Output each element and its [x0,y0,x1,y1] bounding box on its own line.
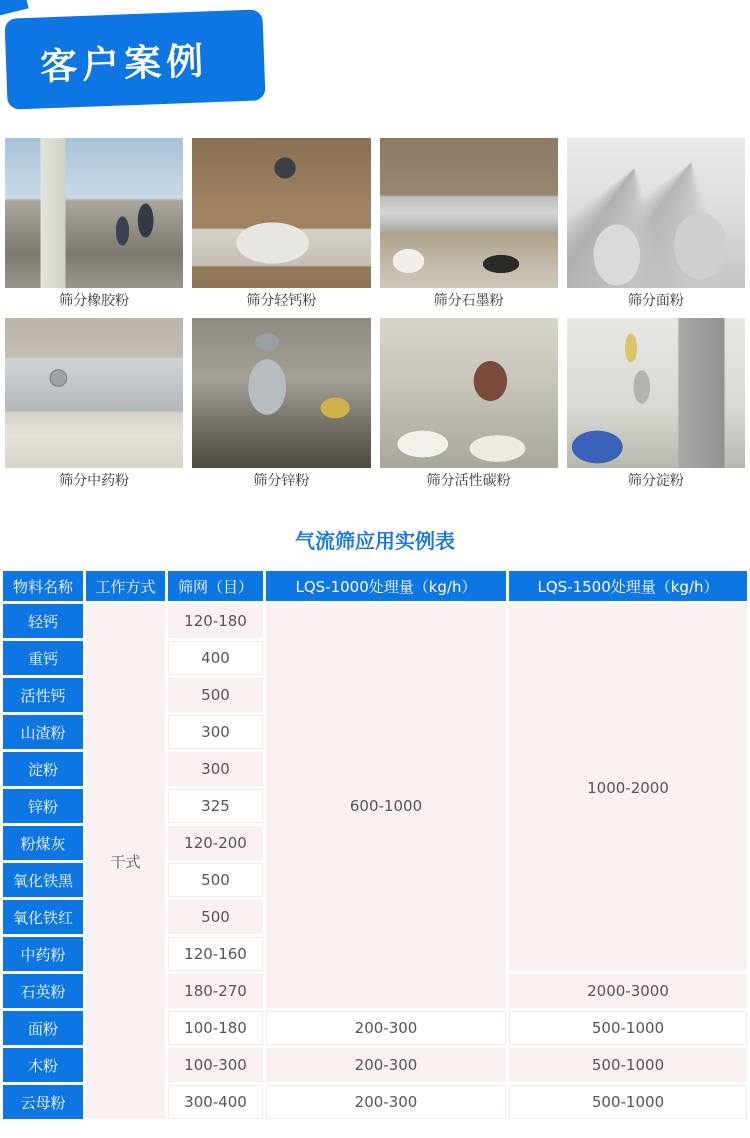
table-row [3,604,747,638]
mesh-cell: 300 [168,715,263,749]
mesh-cell: 300-400 [168,1085,263,1119]
material-cell: 面粉 [3,1011,83,1045]
mesh-cell: 120-160 [168,937,263,971]
col-header-mesh: 筛网（目） [168,571,263,601]
lqs1000-merged-cell: 600-1000 [266,604,506,1008]
col-header-lqs1000: LQS-1000处理量（kg/h） [266,571,506,601]
material-cell: 云母粉 [3,1085,83,1119]
mesh-cell: 300 [168,752,263,786]
case-photo-light-calcium[interactable] [192,138,370,288]
case-photo-activated-carbon[interactable] [380,318,558,468]
material-cell: 氧化铁红 [3,900,83,934]
header-banner [0,0,750,138]
case-photo-herbal-medicine[interactable] [5,318,183,468]
material-cell: 淀粉 [3,752,83,786]
case-caption: 筛分橡胶粉 [59,293,130,309]
mesh-cell: 500 [168,863,263,897]
lqs1500-cell: 500-1000 [509,1085,747,1119]
case-photo-flour[interactable] [567,138,745,288]
mesh-cell: 500 [168,678,263,712]
case-caption: 筛分活性碳粉 [426,473,511,489]
case-caption: 筛分轻钙粉 [246,293,317,309]
lqs1500-merged-cell: 1000-2000 [509,604,747,971]
material-cell: 木粉 [3,1048,83,1082]
material-cell: 氧化铁黑 [3,863,83,897]
case-item [567,318,745,495]
material-cell: 锌粉 [3,789,83,823]
case-photo-starch[interactable] [567,318,745,468]
mesh-cell: 120-180 [168,604,263,638]
material-cell: 山渣粉 [3,715,83,749]
mesh-cell: 100-300 [168,1048,263,1082]
case-item [5,318,183,495]
mesh-cell: 325 [168,789,263,823]
case-item [380,138,558,315]
case-item [567,138,745,315]
case-caption: 筛分面粉 [627,293,684,309]
material-cell: 中药粉 [3,937,83,971]
case-item [192,318,370,495]
material-cell: 石英粉 [3,974,83,1008]
lqs1000-cell: 200-300 [266,1048,506,1082]
case-photo-graphite[interactable] [380,138,558,288]
lqs1500-cell: 2000-3000 [509,974,747,1008]
col-header-work-mode: 工作方式 [86,571,165,601]
lqs1000-cell: 200-300 [266,1085,506,1119]
case-item [192,138,370,315]
case-caption: 筛分锌粉 [253,473,310,489]
banner-corner-decoration [0,0,29,17]
section-banner [4,9,265,109]
mesh-cell: 180-270 [168,974,263,1008]
section-title: 客户案例 [39,38,209,88]
lqs1500-cell: 500-1000 [509,1011,747,1045]
case-photo-rubber-powder[interactable] [5,138,183,288]
col-header-lqs1500: LQS-1500处理量（kg/h） [509,571,747,601]
application-table [0,568,750,1122]
material-cell: 粉煤灰 [3,826,83,860]
case-caption: 筛分中药粉 [59,473,130,489]
material-cell: 活性钙 [3,678,83,712]
work-mode-cell: 干式 [86,604,165,1119]
mesh-cell: 400 [168,641,263,675]
table-title: 气流筛应用实例表 [295,529,455,553]
lqs1500-cell: 500-1000 [509,1048,747,1082]
material-cell: 重钙 [3,641,83,675]
mesh-cell: 100-180 [168,1011,263,1045]
lqs1000-cell: 200-300 [266,1011,506,1045]
mesh-cell: 500 [168,900,263,934]
case-gallery [0,138,750,495]
case-caption: 筛分石墨粉 [433,293,504,309]
case-item [380,318,558,495]
col-header-material: 物料名称 [3,571,83,601]
material-cell: 轻钙 [3,604,83,638]
case-item [5,138,183,315]
mesh-cell: 120-200 [168,826,263,860]
case-caption: 筛分淀粉 [627,473,684,489]
table-header-row [3,571,747,601]
case-photo-zinc-powder[interactable] [192,318,370,468]
